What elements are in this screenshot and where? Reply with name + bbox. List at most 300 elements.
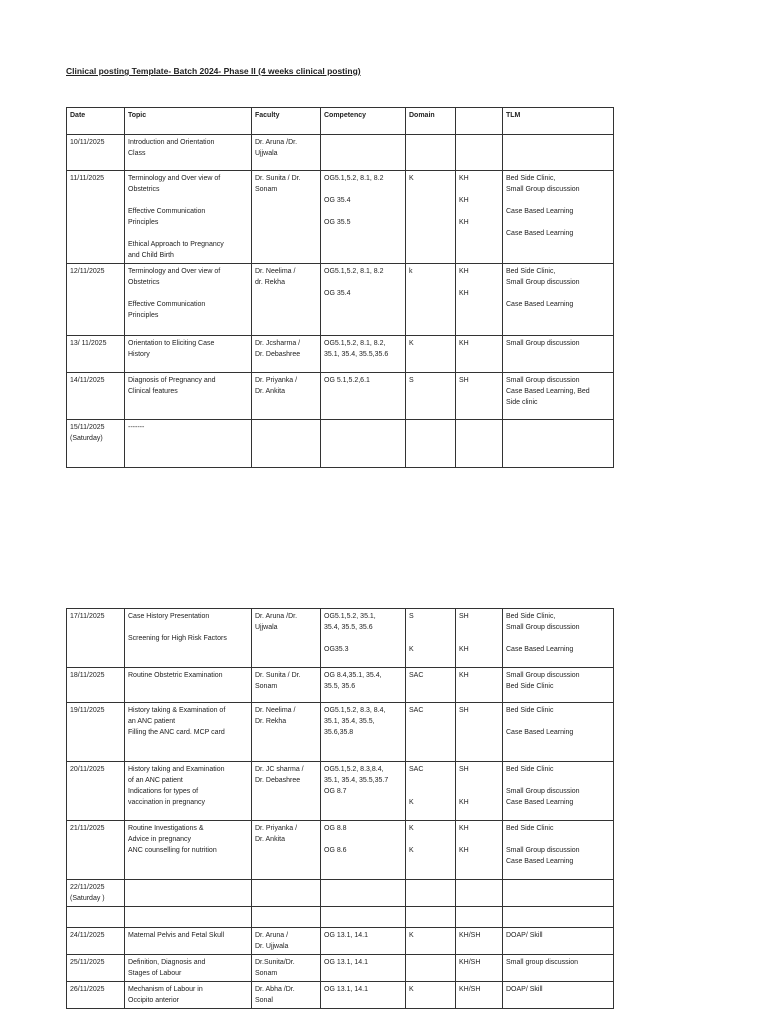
- cell-level: [456, 668, 503, 703]
- cell-domain: [406, 928, 456, 955]
- cell-topic: [125, 928, 252, 955]
- table-row: [67, 907, 614, 928]
- date-line: 24/11/2025: [70, 932, 105, 939]
- cell-topic: [125, 880, 252, 907]
- level-line: KH: [459, 847, 469, 854]
- faculty-line: Sonam: [255, 186, 278, 193]
- topic-line: History taking & Examination of: [128, 707, 226, 714]
- cell-competency: [321, 907, 406, 928]
- cell-tlm: [503, 928, 614, 955]
- topic-line: Principles: [128, 312, 159, 319]
- cell-topic: [125, 955, 252, 982]
- cell-date: [67, 668, 125, 703]
- topic-line: Mechanism of Labour in: [128, 986, 203, 993]
- level-line: KH: [459, 799, 469, 806]
- table-row: [67, 703, 614, 762]
- topic-line: an ANC patient: [128, 718, 176, 725]
- faculty-line: Dr. JC sharma /: [255, 766, 304, 773]
- competency-line: 35.1, 35.4, 35.5,35.6: [324, 351, 389, 358]
- topic-line: Occipito anterior: [128, 997, 179, 1004]
- table-header-row: [67, 108, 614, 135]
- topic-line: Obstetrics: [128, 279, 160, 286]
- line-gap: [506, 217, 610, 228]
- topic-line: Advice in pregnancy: [128, 836, 192, 843]
- cell-competency: [321, 336, 406, 373]
- competency-line: 35.4, 35.5, 35.6: [324, 624, 373, 631]
- date-line: 13/ 11/2025: [70, 340, 107, 347]
- line-gap: [324, 277, 402, 288]
- faculty-line: Dr. Aruna /Dr.: [255, 613, 298, 620]
- cell-level: [456, 135, 503, 171]
- table-row: [67, 135, 614, 171]
- date-line: 20/11/2025: [70, 766, 105, 773]
- line-gap: [409, 834, 452, 845]
- competency-line: OG5.1,5.2, 35.1,: [324, 613, 376, 620]
- cell-topic: [125, 609, 252, 668]
- competency-line: OG 35.4: [324, 290, 351, 297]
- table-row: [67, 171, 614, 264]
- tlm-line: Case Based Learning: [506, 799, 574, 806]
- competency-line: OG 35.4: [324, 197, 351, 204]
- line-gap: [506, 633, 610, 644]
- tlm-line: Small Group discussion: [506, 847, 580, 854]
- cell-competency: [321, 135, 406, 171]
- cell-competency: [321, 668, 406, 703]
- table-row: [67, 982, 614, 1009]
- cell-tlm: [503, 668, 614, 703]
- cell-faculty: [252, 373, 321, 420]
- topic-line: Terminology and Over view of: [128, 268, 221, 275]
- competency-line: OG 5.1,5.2,6.1: [324, 377, 370, 384]
- cell-topic: [125, 171, 252, 264]
- cell-tlm: [503, 609, 614, 668]
- cell-competency: [321, 955, 406, 982]
- line-gap: [409, 622, 452, 633]
- cell-competency: [321, 982, 406, 1009]
- topic-line: Effective Communication: [128, 301, 206, 308]
- tlm-line: Case Based Learning: [506, 858, 574, 865]
- domain-line: SAC: [409, 672, 424, 679]
- line-gap: [506, 834, 610, 845]
- cell-level: [456, 336, 503, 373]
- cell-domain: [406, 821, 456, 880]
- line-gap: [128, 228, 248, 239]
- tlm-line: Bed Side Clinic: [506, 766, 554, 773]
- cell-date: [67, 762, 125, 821]
- date-line: 22/11/2025: [70, 884, 105, 891]
- level-line: KH: [459, 268, 469, 275]
- competency-line: 35.6,35.8: [324, 729, 354, 736]
- level-line: SH: [459, 766, 469, 773]
- date-line: (Saturday): [70, 435, 103, 442]
- cell-date: [67, 955, 125, 982]
- cell-faculty: [252, 703, 321, 762]
- cell-domain: [406, 907, 456, 928]
- domain-line: K: [409, 825, 414, 832]
- cell-date: [67, 264, 125, 336]
- domain-line: K: [409, 847, 414, 854]
- cell-level: [456, 821, 503, 880]
- line-gap: [128, 622, 248, 633]
- header-tlm: TLM: [503, 108, 614, 135]
- cell-level: [456, 982, 503, 1009]
- cell-domain: [406, 880, 456, 907]
- tlm-line: Bed Side Clinic,: [506, 613, 556, 620]
- tlm-line: Case Based Learning: [506, 729, 574, 736]
- tlm-line: Case Based Learning: [506, 230, 574, 237]
- header-competency: Competency: [321, 108, 406, 135]
- cell-faculty: [252, 336, 321, 373]
- cell-domain: [406, 135, 456, 171]
- tlm-line: Small Group discussion: [506, 624, 580, 631]
- cell-level: [456, 762, 503, 821]
- domain-line: K: [409, 932, 414, 939]
- cell-faculty: [252, 907, 321, 928]
- date-line: 21/11/2025: [70, 825, 105, 832]
- cell-date: [67, 982, 125, 1009]
- cell-faculty: [252, 928, 321, 955]
- level-line: KH: [459, 175, 469, 182]
- topic-line: Definition, Diagnosis and: [128, 959, 206, 966]
- cell-topic: [125, 420, 252, 468]
- competency-line: OG5.1,5.2, 8.1, 8.2: [324, 175, 384, 182]
- line-gap: [459, 834, 499, 845]
- cell-tlm: [503, 955, 614, 982]
- cell-faculty: [252, 668, 321, 703]
- faculty-line: Ujjwala: [255, 624, 278, 631]
- cell-level: [456, 609, 503, 668]
- header-topic: Topic: [125, 108, 252, 135]
- cell-date: [67, 703, 125, 762]
- tlm-line: Case Based Learning: [506, 301, 574, 308]
- cell-tlm: [503, 373, 614, 420]
- cell-tlm: [503, 171, 614, 264]
- line-gap: [128, 288, 248, 299]
- faculty-line: Dr. Sunita / Dr.: [255, 175, 301, 182]
- domain-line: K: [409, 799, 414, 806]
- tlm-line: Bed Side Clinic,: [506, 175, 556, 182]
- cell-domain: [406, 171, 456, 264]
- line-gap: [459, 775, 499, 786]
- faculty-line: Dr. Neelima /: [255, 268, 296, 275]
- tlm-line: Bed Side Clinic: [506, 707, 554, 714]
- cell-topic: [125, 336, 252, 373]
- topic-line: Clinical features: [128, 388, 178, 395]
- cell-level: [456, 264, 503, 336]
- competency-line: 35.5, 35.6: [324, 683, 356, 690]
- cell-level: [456, 928, 503, 955]
- header-level: [456, 108, 503, 135]
- competency-line: OG 35.5: [324, 219, 351, 226]
- line-gap: [506, 288, 610, 299]
- cell-competency: [321, 821, 406, 880]
- cell-competency: [321, 928, 406, 955]
- cell-tlm: [503, 336, 614, 373]
- cell-date: [67, 420, 125, 468]
- level-line: KH/SH: [459, 959, 481, 966]
- faculty-line: Dr. Ankita: [255, 836, 285, 843]
- line-gap: [409, 633, 452, 644]
- cell-domain: [406, 762, 456, 821]
- topic-line: Class: [128, 150, 146, 157]
- date-line: 25/11/2025: [70, 959, 105, 966]
- line-gap: [459, 622, 499, 633]
- domain-line: K: [409, 340, 414, 347]
- tlm-line: Case Based Learning, Bed: [506, 388, 590, 395]
- schedule-table-week-1: [66, 107, 614, 468]
- header-date: Date: [67, 108, 125, 135]
- faculty-line: Dr. Sunita / Dr.: [255, 672, 301, 679]
- level-line: KH: [459, 340, 469, 347]
- cell-domain: [406, 982, 456, 1009]
- domain-line: SAC: [409, 707, 424, 714]
- cell-tlm: [503, 420, 614, 468]
- date-line: 18/11/2025: [70, 672, 105, 679]
- faculty-line: Dr. Priyanka /: [255, 825, 298, 832]
- competency-line: OG5.1,5.2, 8.1, 8.2,: [324, 340, 386, 347]
- cell-faculty: [252, 264, 321, 336]
- faculty-line: Dr. Priyanka /: [255, 377, 298, 384]
- cell-date: [67, 135, 125, 171]
- competency-line: 35.1, 35.4, 35.5,35.7: [324, 777, 389, 784]
- tlm-line: Small Group discussion: [506, 279, 580, 286]
- line-gap: [459, 184, 499, 195]
- cell-date: [67, 609, 125, 668]
- cell-tlm: [503, 762, 614, 821]
- table-row: [67, 609, 614, 668]
- cell-domain: [406, 609, 456, 668]
- cell-date: [67, 880, 125, 907]
- tlm-line: Case Based Learning: [506, 646, 574, 653]
- cell-date: [67, 336, 125, 373]
- cell-domain: [406, 420, 456, 468]
- cell-faculty: [252, 135, 321, 171]
- level-line: SH: [459, 613, 469, 620]
- competency-line: OG 8.6: [324, 847, 347, 854]
- level-line: KH: [459, 197, 469, 204]
- cell-date: [67, 928, 125, 955]
- date-line: 19/11/2025: [70, 707, 105, 714]
- topic-line: Case History Presentation: [128, 613, 210, 620]
- competency-line: OG5.1,5.2, 8.1, 8.2: [324, 268, 384, 275]
- faculty-line: Dr. Neelima /: [255, 707, 296, 714]
- line-gap: [459, 786, 499, 797]
- topic-line: Screening for High Risk Factors: [128, 635, 227, 642]
- cell-domain: [406, 373, 456, 420]
- competency-line: 35.1, 35.4, 35.5,: [324, 718, 375, 725]
- level-line: KH/SH: [459, 932, 481, 939]
- competency-line: OG 8.4,35.1, 35.4,: [324, 672, 382, 679]
- topic-line: and Child Birth: [128, 252, 174, 259]
- cell-level: [456, 171, 503, 264]
- line-gap: [459, 633, 499, 644]
- table-row: [67, 762, 614, 821]
- date-line: 12/11/2025: [70, 268, 105, 275]
- domain-line: K: [409, 175, 414, 182]
- cell-faculty: [252, 982, 321, 1009]
- topic-line: Routine Investigations &: [128, 825, 204, 832]
- line-gap: [409, 786, 452, 797]
- line-gap: [506, 716, 610, 727]
- tlm-line: Bed Side Clinic: [506, 825, 554, 832]
- topic-line: Principles: [128, 219, 159, 226]
- cell-date: [67, 821, 125, 880]
- topic-line: Diagnosis of Pregnancy and: [128, 377, 216, 384]
- date-line: 15/11/2025: [70, 424, 105, 431]
- tlm-line: Case Based Learning: [506, 208, 574, 215]
- tlm-line: Bed Side Clinic: [506, 683, 554, 690]
- competency-line: OG 8.8: [324, 825, 347, 832]
- faculty-line: Dr. Aruna /Dr.: [255, 139, 298, 146]
- cell-level: [456, 703, 503, 762]
- cell-level: [456, 420, 503, 468]
- tlm-line: Small Group discussion: [506, 672, 580, 679]
- faculty-line: Sonal: [255, 997, 273, 1004]
- date-line: 26/11/2025: [70, 986, 105, 993]
- cell-competency: [321, 264, 406, 336]
- domain-line: K: [409, 986, 414, 993]
- level-line: SH: [459, 707, 469, 714]
- cell-topic: [125, 982, 252, 1009]
- level-line: SH: [459, 377, 469, 384]
- cell-faculty: [252, 955, 321, 982]
- topic-line: Indications for types of: [128, 788, 199, 795]
- cell-tlm: [503, 982, 614, 1009]
- cell-domain: [406, 668, 456, 703]
- cell-faculty: [252, 762, 321, 821]
- cell-competency: [321, 609, 406, 668]
- tlm-line: Side clinic: [506, 399, 538, 406]
- cell-faculty: [252, 821, 321, 880]
- cell-topic: [125, 373, 252, 420]
- cell-topic: [125, 762, 252, 821]
- cell-level: [456, 955, 503, 982]
- cell-faculty: [252, 420, 321, 468]
- faculty-line: Dr. Debashree: [255, 777, 301, 784]
- cell-topic: [125, 135, 252, 171]
- table-row: [67, 420, 614, 468]
- faculty-line: Ujjwala: [255, 150, 278, 157]
- cell-date: [67, 171, 125, 264]
- date-line: (Saturday ): [70, 895, 105, 902]
- topic-line: Orientation to Eliciting Case: [128, 340, 215, 347]
- line-gap: [409, 775, 452, 786]
- line-gap: [324, 184, 402, 195]
- level-line: KH: [459, 825, 469, 832]
- date-line: 17/11/2025: [70, 613, 105, 620]
- schedule-table-week-2: [66, 608, 614, 1009]
- cell-competency: [321, 373, 406, 420]
- topic-line: Obstetrics: [128, 186, 160, 193]
- topic-line: Ethical Approach to Pregnancy: [128, 241, 224, 248]
- cell-tlm: [503, 821, 614, 880]
- level-line: KH: [459, 290, 469, 297]
- faculty-line: Dr. Ujjwala: [255, 943, 289, 950]
- faculty-line: Sonam: [255, 683, 278, 690]
- table-row: [67, 336, 614, 373]
- topic-line: History taking and Examination: [128, 766, 225, 773]
- cell-domain: [406, 336, 456, 373]
- faculty-line: Dr. Debashree: [255, 351, 301, 358]
- cell-level: [456, 907, 503, 928]
- level-line: KH: [459, 219, 469, 226]
- topic-line: Maternal Pelvis and Fetal Skull: [128, 932, 225, 939]
- faculty-line: Sonam: [255, 970, 278, 977]
- competency-line: OG 13.1, 14.1: [324, 959, 368, 966]
- header-faculty: Faculty: [252, 108, 321, 135]
- faculty-line: Dr.Sunita/Dr.: [255, 959, 295, 966]
- topic-line: Filling the ANC card. MCP card: [128, 729, 225, 736]
- cell-faculty: [252, 880, 321, 907]
- cell-tlm: [503, 907, 614, 928]
- table-row: [67, 264, 614, 336]
- table-row: [67, 668, 614, 703]
- cell-faculty: [252, 171, 321, 264]
- faculty-line: Dr. Jcsharma /: [255, 340, 301, 347]
- topic-line: ANC counselling for nutrition: [128, 847, 217, 854]
- tlm-line: Small Group discussion: [506, 788, 580, 795]
- cell-topic: [125, 264, 252, 336]
- cell-tlm: [503, 703, 614, 762]
- faculty-line: Dr. Rekha: [255, 718, 287, 725]
- level-line: KH/SH: [459, 986, 481, 993]
- table-row: [67, 821, 614, 880]
- cell-tlm: [503, 880, 614, 907]
- domain-line: k: [409, 268, 413, 275]
- cell-date: [67, 907, 125, 928]
- tlm-line: Small Group discussion: [506, 186, 580, 193]
- competency-line: OG 8.7: [324, 788, 347, 795]
- table-row: [67, 373, 614, 420]
- topic-line: of an ANC patient: [128, 777, 183, 784]
- cell-domain: [406, 703, 456, 762]
- header-domain: Domain: [406, 108, 456, 135]
- line-gap: [506, 195, 610, 206]
- line-gap: [324, 633, 402, 644]
- table-row: [67, 880, 614, 907]
- date-line: 14/11/2025: [70, 377, 105, 384]
- line-gap: [459, 206, 499, 217]
- faculty-line: Dr. Ankita: [255, 388, 285, 395]
- competency-line: OG5.1,5.2, 8.3, 8.4,: [324, 707, 386, 714]
- domain-line: S: [409, 613, 414, 620]
- topic-line: Routine Obstetric Examination: [128, 672, 223, 679]
- cell-competency: [321, 420, 406, 468]
- date-line: 11/11/2025: [70, 175, 104, 182]
- tlm-line: DOAP/ Skill: [506, 932, 543, 939]
- table-row: [67, 955, 614, 982]
- tlm-line: Small Group discussion: [506, 377, 580, 384]
- faculty-line: dr. Rekha: [255, 279, 285, 286]
- topic-line: History: [128, 351, 150, 358]
- tlm-line: Small Group discussion: [506, 340, 580, 347]
- cell-topic: [125, 668, 252, 703]
- topic-line: -------: [128, 424, 145, 431]
- competency-line: OG 13.1, 14.1: [324, 932, 368, 939]
- tlm-line: DOAP/ Skill: [506, 986, 543, 993]
- cell-tlm: [503, 135, 614, 171]
- table-row: [67, 928, 614, 955]
- competency-line: OG 13.1, 14.1: [324, 986, 368, 993]
- competency-line: OG35.3: [324, 646, 349, 653]
- cell-competency: [321, 703, 406, 762]
- line-gap: [128, 195, 248, 206]
- tlm-line: Bed Side Clinic,: [506, 268, 556, 275]
- cell-topic: [125, 821, 252, 880]
- topic-line: Terminology and Over view of: [128, 175, 221, 182]
- cell-competency: [321, 171, 406, 264]
- competency-line: OG5.1,5.2, 8.3,8.4,: [324, 766, 384, 773]
